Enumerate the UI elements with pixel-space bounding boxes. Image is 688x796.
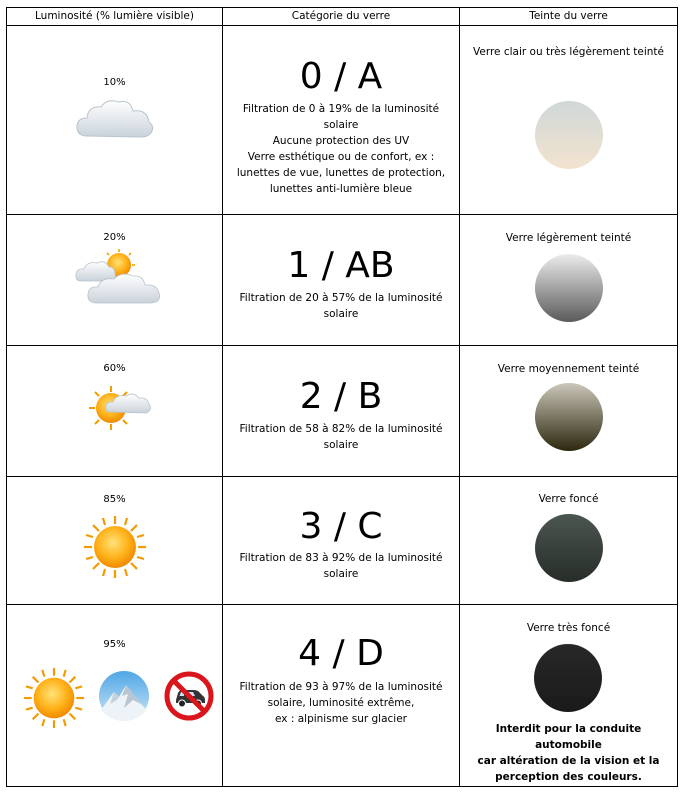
category-description [229,290,453,322]
brightness-cell [7,26,223,215]
table-row [7,346,678,477]
description-line: solaire [323,439,359,451]
tint-label: Verre clair ou très légèrement teinté [473,46,664,58]
cloud-icon [75,96,155,141]
category-code: 1 / AB [287,245,395,286]
tint-swatch [534,382,604,452]
tint-cell [460,605,678,787]
sun-icon [23,667,85,729]
description-line: lunettes de vue, lunettes de protection, [236,167,446,179]
category-cell [223,605,460,787]
description-line: Filtration de 83 à 92% de la luminosité [239,552,443,564]
description-line: Filtration de 20 à 57% de la luminosité [239,292,443,304]
brightness-percent: 20% [103,232,126,243]
tint-swatch [534,100,604,170]
header-category: Catégorie du verre [223,8,460,26]
description-line: Filtration de 0 à 19% de la luminosité [242,103,440,115]
brightness-cell [7,346,223,477]
driving-warning [464,721,673,785]
warning-line: Interdit pour la conduite automobile [495,723,642,751]
brightness-percent: 95% [103,639,126,650]
category-code: 3 / C [299,506,383,547]
brightness-cell [7,605,223,787]
sun-icon [83,515,147,579]
table-row [7,215,678,346]
category-cell [223,215,460,346]
brightness-percent: 60% [103,363,126,374]
tint-swatch [533,643,603,713]
tint-swatch [534,513,604,583]
warning-line: perception des couleurs. [495,771,642,783]
tint-cell [460,215,678,346]
description-line: Filtration de 93 à 97% de la luminosité [239,681,443,693]
lens-category-table [6,7,678,787]
category-description [229,679,453,727]
mountain-snow-icon [98,670,150,722]
category-code: 0 / A [299,56,383,97]
cloudy-sun-icon [75,249,165,305]
tint-cell [460,346,678,477]
header-tint: Teinte du verre [460,8,678,26]
tint-label: Verre très foncé [526,622,611,634]
tint-cell [460,477,678,605]
brightness-percent: 10% [103,77,126,88]
category-cell [223,26,460,215]
category-description [229,421,453,453]
category-description [229,550,453,582]
category-cell [223,346,460,477]
category-code: 4 / D [298,633,384,674]
warning-line: car altération de la vision et la [477,755,660,767]
category-cell [223,477,460,605]
table-row [7,26,678,215]
description-line: solaire [323,119,359,131]
table-row [7,605,678,787]
category-code: 2 / B [299,376,383,417]
brightness-cell [7,477,223,605]
brightness-percent: 85% [103,494,126,505]
description-line: solaire, luminosité extrême, [267,697,415,709]
table-row [7,477,678,605]
brightness-cell [7,215,223,346]
description-line: Filtration de 58 à 82% de la luminosité [239,423,443,435]
tint-label: Verre légèrement teinté [505,232,632,244]
description-line: Verre esthétique ou de confort, ex : [247,151,435,163]
description-line: solaire [323,568,359,580]
no-driving-icon [164,671,214,721]
tint-label: Verre foncé [538,493,599,505]
partly-sunny-icon [87,382,153,434]
tint-swatch [534,253,604,323]
header-brightness: Luminosité (% lumière visible) [7,8,223,26]
category-description [229,101,453,197]
tint-label: Verre moyennement teinté [497,363,640,375]
tint-cell [460,26,678,215]
description-line: ex : alpinisme sur glacier [275,713,407,725]
header-row [7,8,678,26]
description-line: lunettes anti-lumière bleue [269,183,413,195]
description-line: solaire [323,308,359,320]
description-line: Aucune protection des UV [272,135,410,147]
